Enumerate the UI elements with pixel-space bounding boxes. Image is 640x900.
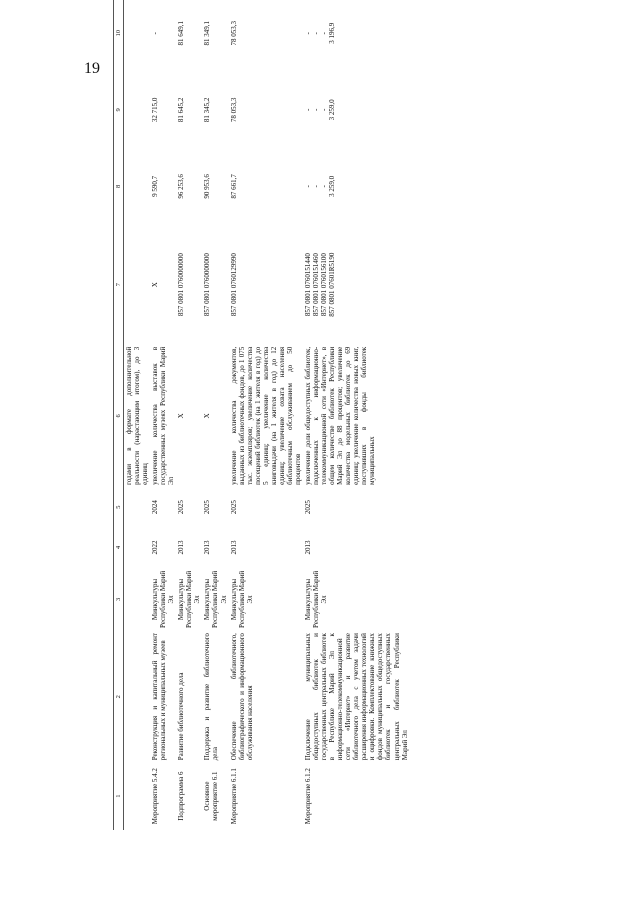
- row-title: Развитие библиотечного дела: [177, 672, 186, 761]
- row-start-year: 2013: [303, 540, 312, 555]
- row-title: [124, 631, 150, 762]
- table-row: [202, 0, 228, 830]
- row-start-year: 2013: [229, 540, 238, 555]
- row-executor: Минкультуры Республики Марий Эл: [303, 570, 329, 629]
- amount: -: [303, 32, 312, 35]
- row-start-year: [124, 527, 150, 567]
- row-amount: 90 953,6: [203, 174, 212, 199]
- col-number: 3: [114, 597, 122, 602]
- row-result: Х: [177, 413, 186, 419]
- row-amount: -: [151, 32, 160, 35]
- row-end-year: 2025: [303, 500, 312, 515]
- amount: -: [303, 185, 312, 188]
- col-number: 7: [114, 283, 122, 287]
- row-executor: [124, 568, 150, 631]
- row-start-year: 2013: [203, 540, 212, 555]
- amount: 3 259,0: [328, 175, 337, 197]
- budget-code: 857 0801 0760156100: [320, 253, 329, 317]
- row-code: Подпрограмма 6: [177, 771, 186, 821]
- amount: -: [320, 185, 329, 188]
- table-row: [124, 0, 150, 830]
- amount: -: [312, 108, 321, 111]
- budget-code: 857 0801 0760151460: [312, 253, 321, 317]
- row-title: Реконструкция и капитальный ремонт региональных и муниципальных музеев: [151, 633, 168, 761]
- row-amount: 81 645,2: [177, 97, 186, 123]
- row-budget-code: [124, 225, 150, 345]
- row-amount: 81 345,2: [203, 97, 212, 123]
- col-number: 6: [114, 414, 122, 418]
- page-number: 19: [84, 60, 100, 77]
- row-end-year: [124, 487, 150, 527]
- row-end-year: 2025: [177, 500, 186, 515]
- row-amount: 96 253,6: [177, 174, 186, 199]
- col-number: 4: [114, 545, 122, 550]
- row-amount-list: [303, 0, 410, 72]
- column-number-row: [114, 0, 124, 830]
- row-code: Мероприятие 6.1.2: [303, 768, 312, 825]
- row-end-year: 2025: [203, 500, 212, 515]
- row-result: годами в формате дополнительной реальности (нарастающим итогом), до 3 единиц: [125, 346, 150, 485]
- row-amount: 78 053,3: [229, 97, 238, 123]
- col-number: 10: [114, 30, 122, 37]
- row-amount: [124, 72, 150, 149]
- row-amount-list: [303, 72, 410, 149]
- col-number: 9: [114, 108, 122, 112]
- row-result: Х: [203, 413, 212, 419]
- row-amount: 32 715,0: [151, 97, 160, 123]
- amount: 3 259,0: [328, 99, 337, 121]
- row-budget-code: 857 0801 0760129990: [229, 253, 238, 317]
- row-executor: Минкультуры Республики Марий Эл: [151, 570, 176, 629]
- table-row: [303, 0, 410, 830]
- row-result: увеличение количества выставок в государственных музеях Республики Марий Эл: [151, 346, 176, 485]
- col-number: 1: [114, 794, 122, 798]
- amount: -: [312, 32, 321, 35]
- row-code: [124, 762, 150, 830]
- row-title: Поддержка и развитие библиотечного дела: [203, 633, 220, 761]
- amount: 3 196,9: [328, 22, 337, 44]
- table-row: [150, 0, 176, 830]
- table-row: [229, 0, 303, 830]
- row-amount: 87 661,7: [229, 174, 238, 199]
- amount: -: [320, 32, 329, 35]
- row-end-year: 2024: [151, 500, 160, 515]
- row-executor: Минкультуры Республики Марий Эл: [177, 570, 202, 629]
- budget-code: 857 0801 0760151440: [303, 253, 312, 317]
- row-title: Подключение муниципальных общедоступных библиотек и государственных центральных библиотек в Республике Марий Эл к информационно-телекоммуникационной сети «Интернет» и развитие библиотечного дела с учетом задачи расширения информационных технологий и оцифровки. Комплектование книжных фондов муниципальных общедоступных библиотек и государственных центральных библиотек Республики Марий Эл: [303, 633, 409, 761]
- row-title: Обеспечение библиотечного, библиографического и информационного обслуживания населения: [229, 633, 254, 761]
- table-row: [176, 0, 202, 830]
- col-number: 8: [114, 184, 122, 188]
- col-number: 2: [114, 695, 122, 699]
- col-number: 5: [114, 505, 122, 509]
- row-code: Основное мероприятие 6.1: [203, 771, 220, 821]
- row-amount: [124, 148, 150, 225]
- budget-code: 857 0801 07601R5190: [328, 252, 337, 317]
- row-budget-code: 857 0801 0760000000: [203, 253, 212, 317]
- row-executor: Минкультуры Республики Марий Эл: [229, 570, 254, 629]
- row-budget-code: 857 0801 0760000000: [177, 253, 186, 317]
- row-code: Мероприятие 5.4.2: [151, 768, 160, 825]
- amount: -: [320, 108, 329, 111]
- budget-table: [113, 0, 410, 830]
- amount: -: [312, 185, 321, 188]
- row-start-year: 2013: [177, 540, 186, 555]
- row-amount: 81 349,1: [203, 21, 212, 46]
- row-amount: 81 649,1: [177, 21, 186, 46]
- rotated-table-block: [113, 0, 640, 830]
- row-amount: 9 590,7: [151, 175, 160, 197]
- row-result: увеличение доли общедоступных библиотек, подключенных к информационно-телекоммуникационной сети «Интернет», в общем количестве библиотек Республики Марий Эл до 88 процентов; увеличение количества модельных библиотек до 69 единиц; увеличение количества новых книг, поступивших в фонды библиотек муниципальных: [303, 346, 377, 485]
- row-budget-code: Х: [151, 282, 160, 288]
- row-start-year: 2022: [151, 540, 160, 555]
- row-amount: [124, 0, 150, 72]
- row-budget-code-list: [303, 225, 410, 345]
- amount: -: [303, 108, 312, 111]
- row-amount: 78 053,3: [229, 21, 238, 46]
- row-end-year: 2025: [229, 500, 238, 515]
- row-result: увеличение количества документов, выданных из библиотечных фондов, до 1 075 тыс. экземпляров; увеличение количества посещений библиотек (на 1 жителя в год) до 5 единиц; увеличение количества книговыдачи (на 1 жителя в год) до 12 единиц; увеличение охвата населения библиотечным обслуживанием до 50 процентов: [229, 346, 302, 485]
- row-executor: Минкультуры Республики Марий Эл: [203, 570, 228, 629]
- row-code: Мероприятие 6.1.1: [229, 768, 238, 825]
- row-amount-list: [303, 148, 410, 225]
